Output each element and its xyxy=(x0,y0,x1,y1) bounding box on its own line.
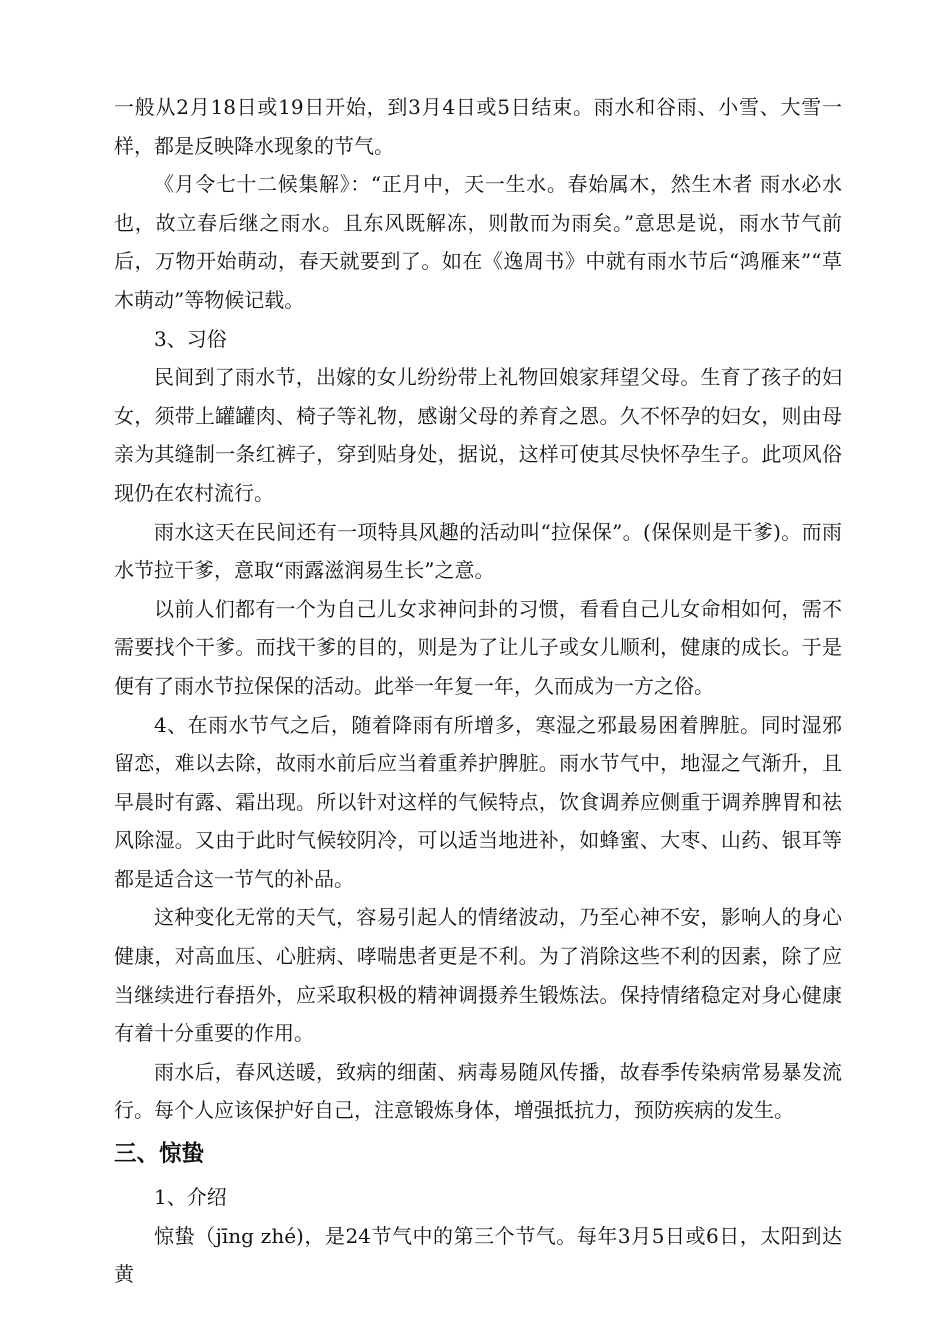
paragraph-yueling-quote: 《月令七十二候集解》：“正月中，天一生水。春始属木，然生木者 雨水必水也，故立春后继之雨水。且东风既解冻，则散而为雨矣。”意思是说，雨水节气前后，万物开始萌动，春天就要到了。如在《逸周书》中就有雨水节后“鸿雁来”“草木萌动”等物候记载。 xyxy=(114,172,842,312)
paragraph-emotions: 这种变化无常的天气，容易引起人的情绪波动，乃至心神不安，影响人的身心健康，对高血压、心脏病、哮喘患者更是不利。为了消除这些不利的因素，除了应当继续进行春捂外，应采取积极的精神调摄养生锻炼法。保持情绪稳定对身心健康有着十分重要的作用。 xyxy=(114,905,842,1046)
subheading-customs: 3、习俗 xyxy=(154,326,227,351)
document-page xyxy=(114,88,842,1294)
subheading-introduction: 1、介绍 xyxy=(154,1185,227,1210)
paragraph-jingzhe-intro: 惊蛰（jīng zhé)，是24节气中的第三个节气。每年3月5日或6日，太阳到达黄 xyxy=(114,1223,842,1287)
paragraph-disease-prevention: 雨水后，春风送暖，致病的细菌、病毒易随风传播，故春季传染病常易暴发流行。每个人应该保护好自己，注意锻炼身体，增强抵抗力，预防疾病的发生。 xyxy=(114,1059,842,1123)
paragraph-customs-visit: 民间到了雨水节，出嫁的女儿纷纷带上礼物回娘家拜望父母。生育了孩子的妇女，须带上罐罐肉、椅子等礼物，感谢父母的养育之恩。久不怀孕的妇女，则由母亲为其缝制一条红裤子，穿到贴身处，据说，这样可使其尽快怀孕生子。此项风俗现仍在农村流行。 xyxy=(114,365,842,505)
paragraph-godfather: 以前人们都有一个为自己儿女求神问卦的习惯，看看自己儿女命相如何，需不需要找个干爹。而找干爹的目的，则是为了让儿子或女儿顺利，健康的成长。于是便有了雨水节拉保保的活动。此举一年复一年，久而成为一方之俗。 xyxy=(114,596,842,698)
paragraph-health-spleen: 4、在雨水节气之后，随着降雨有所增多，寒湿之邪最易困着脾脏。同时湿邪留恋，难以去除，故雨水前后应当着重养护脾脏。雨水节气中，地湿之气渐升，且早晨时有露、霜出现。所以针对这样的气候特点，饮食调养应侧重于调养脾胃和祛风除湿。又由于此时气候较阴冷，可以适当地进补，如蜂蜜、大枣、山药、银耳等都是适合这一节气的补品。 xyxy=(114,712,842,891)
section-heading-jingzhe: 三、惊蛰 xyxy=(114,1141,205,1168)
paragraph-rain-dates: 一般从2月18日或19日开始，到3月4日或5日结束。雨水和谷雨、小雪、大雪一样，都是反映降水现象的节气。 xyxy=(114,95,842,158)
paragraph-la-baobao: 雨水这天在民间还有一项特具风趣的活动叫“拉保保”。(保保则是干爹)。而雨水节拉干爹，意取“雨露滋润易生长”之意。 xyxy=(114,519,842,583)
